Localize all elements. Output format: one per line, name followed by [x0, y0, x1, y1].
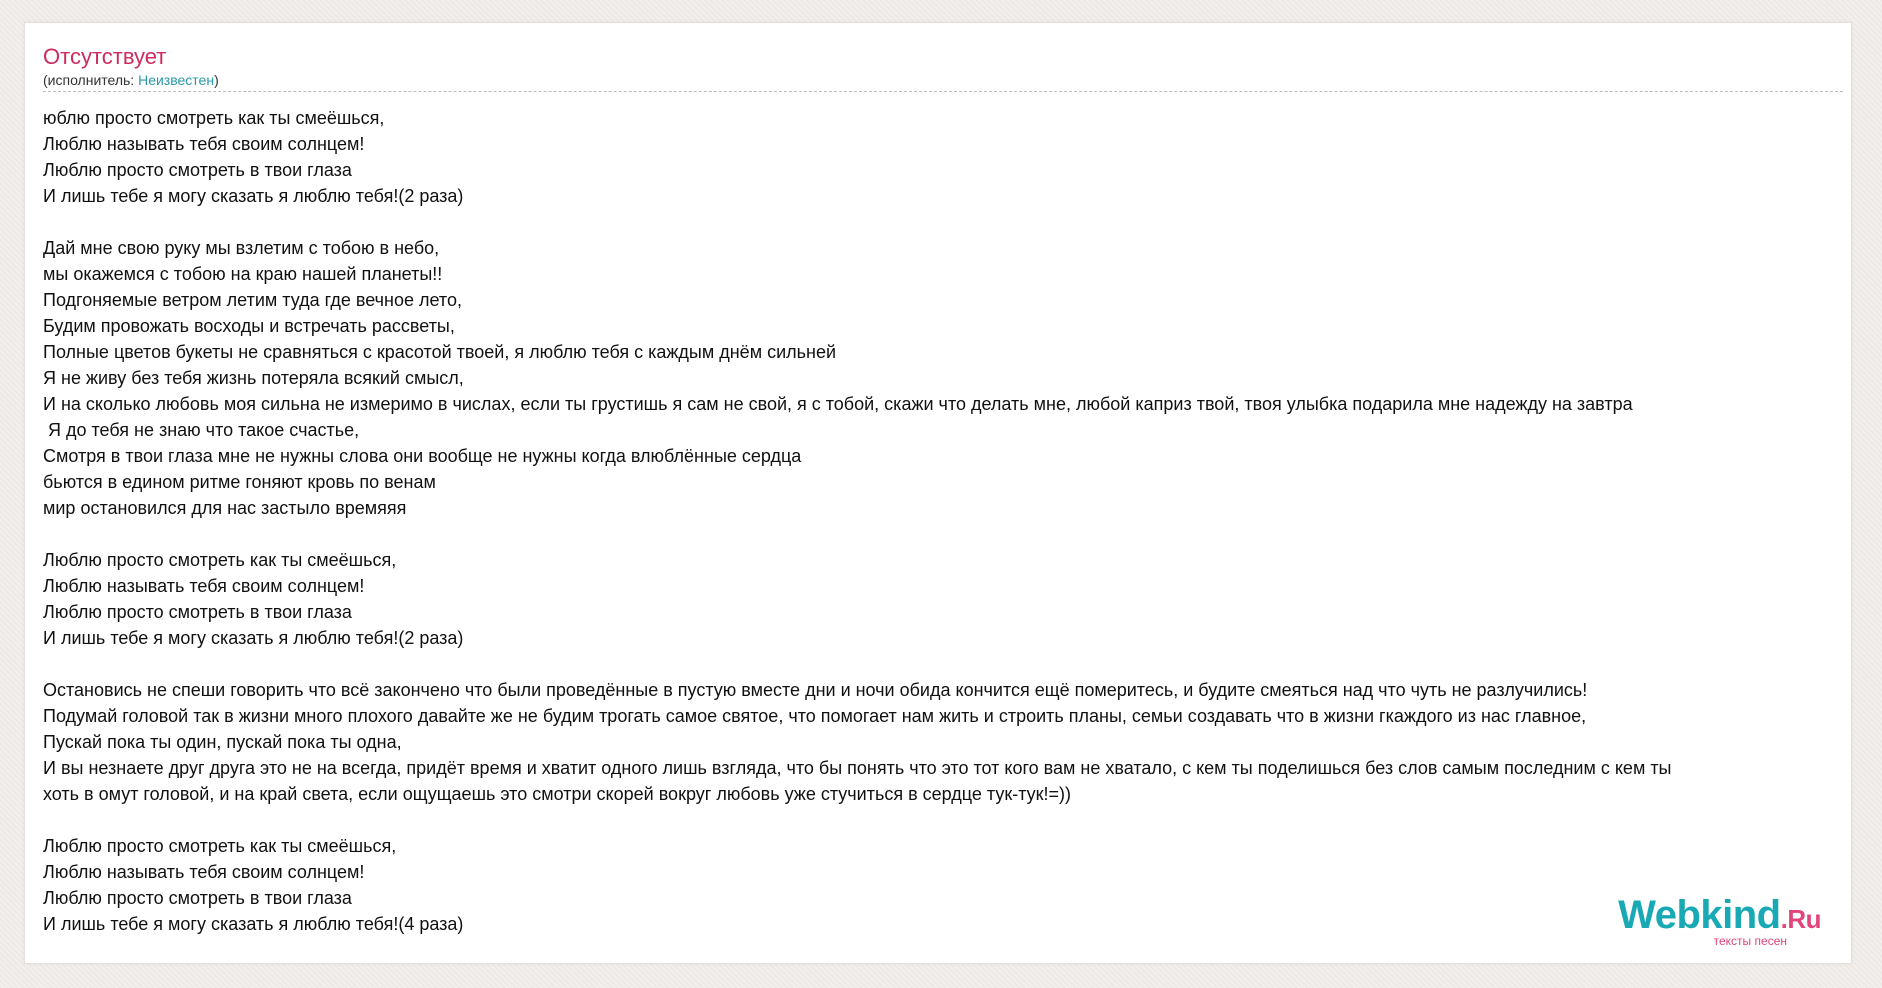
lyric-line: мы окажемся с тобою на краю нашей планеты!! [43, 264, 443, 284]
lyric-line: Люблю просто смотреть в твои глаза [43, 602, 352, 622]
lyric-line: Люблю называть тебя своим солнцем! [43, 134, 365, 154]
lyric-line: Подгоняемые ветром летим туда где вечное лето, [43, 290, 462, 310]
lyric-line: Подумай головой так в жизни много плохого давайте же не будим трогать самое святое, что помогает нам жить и строить планы, семьи создавать что в жизни гкаждого из нас главное, [43, 706, 1587, 726]
lyric-line: Люблю называть тебя своим солнцем! [43, 576, 365, 596]
lyric-blank-line [43, 209, 1852, 235]
lyric-line: Люблю просто смотреть как ты смеёшься, [43, 550, 397, 570]
lyric-line: И лишь тебе я могу сказать я люблю тебя!(4 раза) [43, 914, 464, 934]
lyric-line: Будим провожать восходы и встречать рассветы, [43, 316, 455, 336]
lyric-line: И на сколько любовь моя сильна не измеримо в числах, если ты грустишь я сам не свой, я с тобой, скажи что делать мне, любой каприз твой, твоя улыбка подарила мне надежду на завтра [43, 394, 1633, 414]
lyric-line: Люблю просто смотреть в твои глаза [43, 160, 352, 180]
lyric-line: бьются в едином ритме гоняют кровь по венам [43, 472, 436, 492]
artist-prefix: (исполнитель: [43, 72, 139, 88]
artist-link[interactable]: Неизвестен [138, 72, 215, 88]
lyric-line: И лишь тебе я могу сказать я люблю тебя!(2 раза) [43, 628, 464, 648]
lyric-line: Я не живу без тебя жизнь потеряла всякий смысл, [43, 368, 464, 388]
site-logo[interactable] [1618, 895, 1821, 947]
lyric-blank-line [43, 807, 1852, 833]
lyric-blank-line [43, 521, 1852, 547]
lyrics-card [24, 22, 1852, 964]
header-divider [43, 91, 1843, 92]
artist-line [43, 71, 1843, 89]
lyric-line: Я до тебя не знаю что такое счастье, [43, 420, 360, 440]
lyric-line: юблю просто смотреть как ты смеёшься, [43, 108, 385, 128]
lyric-line: Люблю просто смотреть в твои глаза [43, 888, 352, 908]
logo-suffix: .Ru [1780, 904, 1821, 934]
lyric-line: Люблю просто смотреть как ты смеёшься, [43, 836, 397, 856]
lyric-line: Люблю называть тебя своим солнцем! [43, 862, 365, 882]
lyric-line: И вы незнаете друг друга это не на всегда, придёт время и хватит одного лишь взгляда, что бы понять что это тот кого вам не хватало, с кем ты поделишься без слов самым последним с кем ты [43, 758, 1672, 778]
lyric-line: Полные цветов букеты не сравняться с красотой твоей, я люблю тебя с каждым днём сильней [43, 342, 837, 362]
song-title: Отсутствует [43, 44, 167, 69]
logo-name: Webkind [1618, 893, 1781, 937]
song-header [43, 43, 1843, 89]
lyric-line: Смотря в твои глаза мне не нужны слова они вообще не нужны когда влюблённые сердца [43, 446, 802, 466]
logo-tagline: тексты песен [1713, 934, 1787, 948]
artist-suffix: ) [214, 72, 219, 88]
lyric-blank-line [43, 651, 1852, 677]
lyric-line: И лишь тебе я могу сказать я люблю тебя!(2 раза) [43, 186, 464, 206]
lyric-line: хоть в омут головой, и на край света, если ощущаешь это смотри скорей вокруг любовь уже стучиться в сердце тук-тук!=)) [43, 784, 1072, 804]
lyrics-text [43, 105, 1852, 937]
lyric-line: Дай мне свою руку мы взлетим с тобою в небо, [43, 238, 440, 258]
lyric-line: Остановись не спеши говорить что всё закончено что были проведённые в пустую вместе дни и ночи обида кончится ещё померитесь, и будите смеяться над что чуть не разлучились! [43, 680, 1588, 700]
lyric-line: мир остановился для нас застыло времяяя [43, 498, 407, 518]
lyric-line: Пускай пока ты один, пускай пока ты одна, [43, 732, 402, 752]
